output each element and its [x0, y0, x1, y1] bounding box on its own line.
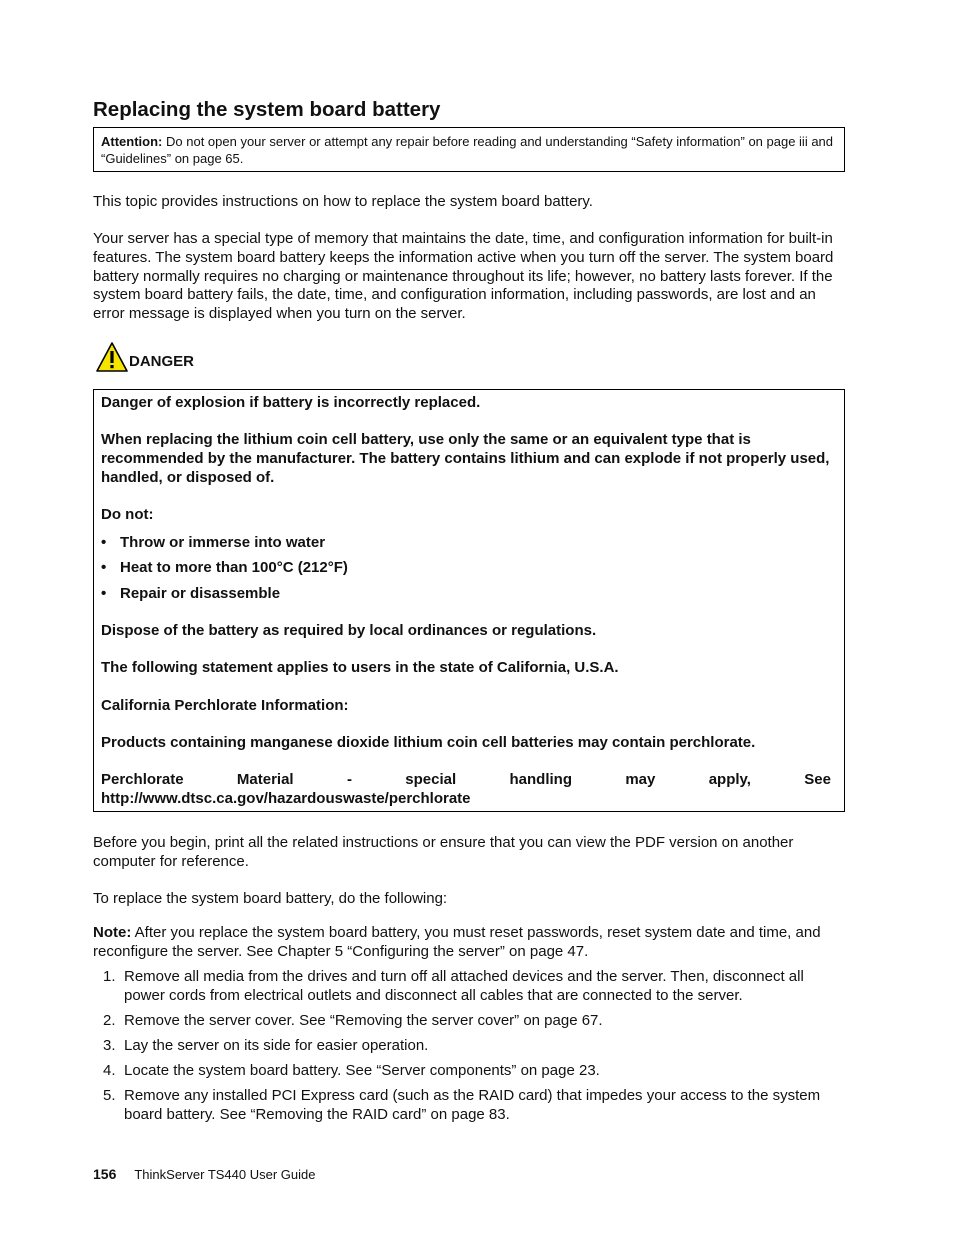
- step-text: Locate the system board battery. See “Server components” on page 23.: [124, 1062, 600, 1079]
- note-text: After you replace the system board battery, you must reset passwords, reset system date and time, and reconfigure the server. See Chapter 5 “Configuring the server” on page 47.: [93, 924, 821, 960]
- page-title: Replacing the system board battery: [93, 98, 441, 121]
- bullet-marker: •: [101, 534, 107, 551]
- step-text: Remove the server cover. See “Removing the server cover” on page 67.: [124, 1012, 603, 1029]
- step-text: Lay the server on its side for easier operation.: [124, 1037, 429, 1054]
- perchlorate-url: http://www.dtsc.ca.gov/hazardouswaste/perchlorate: [101, 790, 471, 807]
- step-number: 1.: [103, 968, 116, 985]
- perchlorate-material-line: [101, 771, 831, 790]
- attention-notice: [93, 127, 845, 172]
- attention-text: Do not open your server or attempt any repair before reading and understanding “Safety information” on page iii and “Guidelines” on page 65.: [101, 134, 834, 166]
- perchlorate-products-text: Products containing manganese dioxide lithium coin cell batteries may contain perchlorate.: [101, 734, 756, 751]
- step-number: 2.: [103, 1012, 116, 1029]
- danger-heading: [95, 339, 194, 373]
- perchlorate-word: handling: [509, 771, 572, 788]
- danger-explosion-heading: Danger of explosion if battery is incorrectly replaced.: [101, 394, 481, 411]
- bullet-marker: •: [101, 585, 107, 602]
- note-label: Note:: [93, 924, 132, 941]
- perchlorate-heading: California Perchlorate Information:: [101, 697, 349, 714]
- perchlorate-word: may: [625, 771, 656, 788]
- do-not-item: Throw or immerse into water: [120, 534, 326, 551]
- step-text: Remove any installed PCI Express card (such as the RAID card) that impedes your access to the system board battery. See “Removing the RAID card” on page 83.: [124, 1087, 821, 1123]
- perchlorate-word: -: [346, 771, 352, 788]
- intro-paragraph: This topic provides instructions on how to replace the system board battery.: [93, 193, 593, 210]
- page-number: 156: [93, 1166, 117, 1182]
- warning-triangle-icon: [95, 341, 129, 373]
- to-replace-paragraph: To replace the system board battery, do the following:: [93, 890, 448, 907]
- danger-warning-text: When replacing the lithium coin cell battery, use only the same or an equivalent type that is recommended by the manufacturer. The battery contains lithium and can explode if not properly used, handled, or disposed of.: [101, 431, 830, 486]
- do-not-label: Do not:: [101, 506, 154, 523]
- step-text: Remove all media from the drives and turn off all attached devices and the server. Then, disconnect all power cords from electrical outlets and disconnect all cables that are connected to the server.: [124, 968, 804, 1004]
- california-statement: The following statement applies to users in the state of California, U.S.A.: [101, 659, 619, 676]
- step-number: 5.: [103, 1087, 116, 1104]
- note-paragraph: [93, 924, 845, 962]
- perchlorate-word: See: [804, 771, 831, 788]
- document-title: ThinkServer TS440 User Guide: [134, 1167, 316, 1182]
- step-number: 4.: [103, 1062, 116, 1079]
- perchlorate-word: apply,: [708, 771, 751, 788]
- do-not-item: Heat to more than 100°C (212°F): [120, 559, 348, 576]
- step-number: 3.: [103, 1037, 116, 1054]
- perchlorate-word: Perchlorate: [101, 771, 184, 788]
- perchlorate-word: special: [405, 771, 457, 788]
- do-not-item: Repair or disassemble: [120, 585, 281, 602]
- bullet-marker: •: [101, 559, 107, 576]
- danger-notice-box: [93, 389, 845, 812]
- perchlorate-word: Material: [236, 771, 294, 788]
- before-begin-paragraph: Before you begin, print all the related instructions or ensure that you can view the PDF version on another computer for reference.: [93, 834, 794, 870]
- dispose-text: Dispose of the battery as required by local ordinances or regulations.: [101, 622, 597, 639]
- description-paragraph: Your server has a special type of memory that maintains the date, time, and configuration information for built-in features. The system board battery keeps the information active when you turn off the server. The system board battery normally requires no charging or maintenance throughout its life; however, no battery lasts forever. If the system board battery fails, the date, time, and configuration information, including passwords, are lost and an error message is displayed when you turn on the server.: [93, 230, 834, 323]
- attention-label: Attention:: [101, 134, 163, 149]
- page-footer: [93, 1166, 315, 1182]
- danger-label: DANGER: [129, 353, 195, 370]
